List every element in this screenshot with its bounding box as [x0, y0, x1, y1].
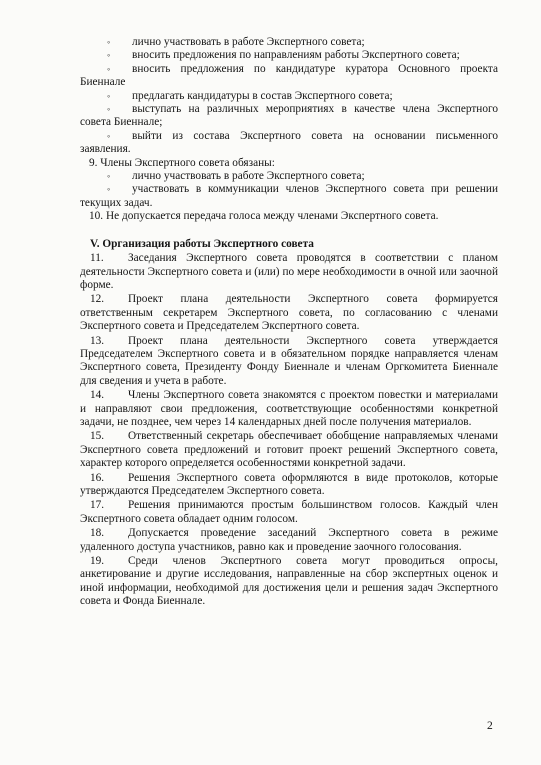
- bullet-text: предлагать кандидатуры в состав Экспертного совета;: [132, 89, 393, 102]
- bullet-item: [80, 49, 498, 62]
- bullet-text: лично участвовать в работе Экспертного совета;: [132, 170, 365, 183]
- item-number: 11.: [90, 252, 104, 265]
- item-text: Решения принимаются простым большинством голосов. Каждый член Экспертного совета обладает одним голосом.: [80, 499, 498, 525]
- page-content: [80, 36, 498, 609]
- bullet-text: выйти из состава Экспертного совета на основании письменного заявления.: [80, 129, 498, 156]
- item-number: 15.: [90, 430, 105, 443]
- bullet-item: [80, 63, 498, 90]
- bullet-item: [80, 130, 498, 157]
- bullet-icon: ◦: [107, 171, 111, 182]
- item-number: 12.: [90, 293, 105, 306]
- numbered-item: [80, 499, 498, 526]
- item-10: 10. Не допускается передача голоса между членами Экспертного совета.: [89, 210, 439, 223]
- bullet-text: вносить предложения по направлениям работы Экспертного совета;: [132, 49, 460, 62]
- bullet-item: [80, 170, 498, 183]
- numbered-item: [80, 430, 498, 470]
- bullet-text: выступать на различных мероприятиях в качестве члена Экспертного совета Биеннале;: [80, 103, 498, 129]
- bullet-item: [80, 103, 498, 130]
- numbered-item: [80, 472, 498, 499]
- numbered-item: [80, 527, 498, 554]
- bullet-icon: ◦: [107, 184, 111, 195]
- numbered-item: [80, 335, 498, 389]
- item-text: Проект плана деятельности Экспертного совета формируется ответственным секретарем Экспертного совета, по согласованию с членами Экспертного совета и Председателем Экспертного совета.: [80, 293, 498, 333]
- bullet-item: [80, 183, 498, 210]
- item-number: 16.: [90, 471, 105, 484]
- bullet-text: вносить предложения по кандидатуре куратора Основного проекта Биеннале: [80, 62, 498, 89]
- numbered-item: [80, 252, 498, 292]
- item-text: Члены Экспертного совета знакомятся с проектом повестки и материалами и направляют свои предложения, соответствующие особенностями конкретной задачи, не позднее, чем через 14 календарных дней после получения материалов.: [80, 389, 498, 428]
- item-number: 18.: [90, 527, 105, 540]
- item-number: 14.: [90, 389, 105, 402]
- item-number: 13.: [90, 334, 105, 347]
- bullet-icon: ◦: [107, 63, 111, 74]
- item-number: 19.: [90, 555, 105, 568]
- item-text: Ответственный секретарь обеспечивает обобщение направляемых членами Экспертного совета предложений и готовит проект решений Экспертного совета, характер которого определяется особенностями конкретной задачи.: [80, 430, 498, 470]
- bullet-icon: ◦: [107, 37, 111, 47]
- item-text: Решения Экспертного совета оформляются в виде протоколов, которые утверждаются Председателем Экспертного совета.: [80, 471, 498, 497]
- item-text: Проект плана деятельности Экспертного совета утверждается Председателем Экспертного совета и в обязательном порядке направляется членам Экспертного совета, Президенту Фонду Биеннале и членам Оргкомитета Биеннале для сведения и учета в работе.: [80, 334, 498, 387]
- bullet-text: участвовать в коммуникации членов Экспертного совета при решении текущих задач.: [80, 183, 498, 209]
- item-text: Допускается проведение заседаний Экспертного совета в режиме удаленного доступа участников, равно как и проведение заочного голосования.: [80, 527, 498, 553]
- item-9-heading: 9. Члены Экспертного совета обязаны:: [89, 156, 275, 169]
- page-number: 2: [487, 720, 493, 732]
- section-heading: V. Организация работы Экспертного совета: [90, 237, 314, 250]
- numbered-item: [80, 555, 498, 609]
- bullet-text: лично участвовать в работе Экспертного совета;: [132, 36, 365, 48]
- item-text: Среди членов Экспертного совета могут проводиться опросы, анкетирование и другие исследования, направленные на сбор экспертных оценок и иной информации, необходимой для достижения цели и решения задач Экспертного совета и Фонда Биеннале.: [80, 555, 498, 608]
- numbered-item: [80, 389, 498, 429]
- bullet-icon: ◦: [107, 130, 111, 141]
- numbered-item: [80, 293, 498, 333]
- bullet-icon: ◦: [107, 50, 111, 61]
- bullet-item: [80, 90, 498, 103]
- bullet-icon: ◦: [107, 90, 111, 101]
- bullet-item: [80, 36, 498, 49]
- bullet-icon: ◦: [107, 104, 111, 115]
- item-text: Заседания Экспертного совета проводятся в соответствии с планом деятельности Экспертного совета и (или) по мере необходимости в очной или заочной форме.: [80, 252, 498, 291]
- item-number: 17.: [90, 499, 105, 512]
